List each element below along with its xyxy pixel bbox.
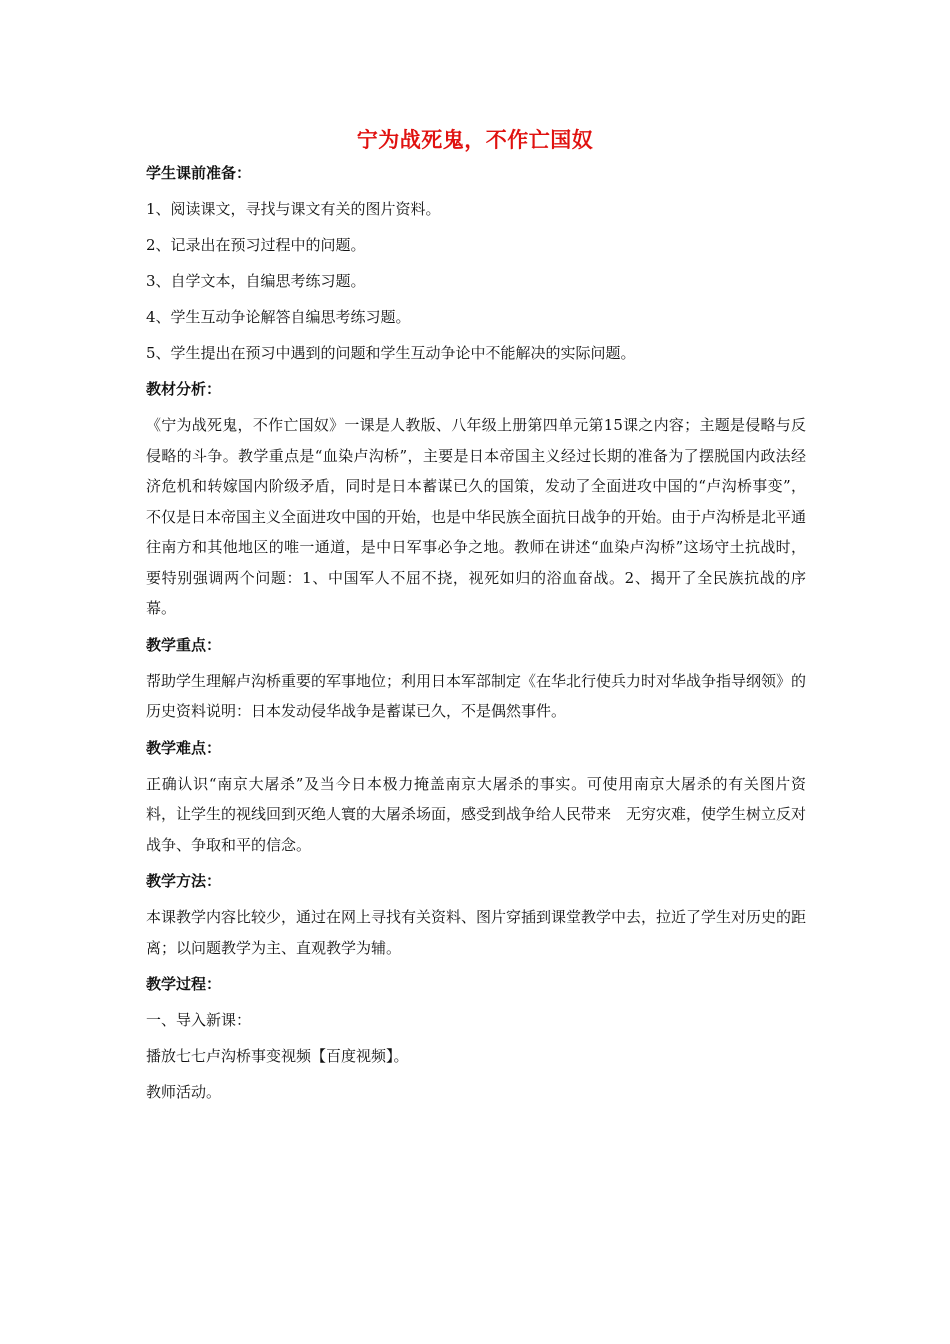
section-heading-process: 教学过程： (146, 975, 222, 993)
prep-item-3: 3、自学文本，自编思考练习题。 (146, 272, 366, 290)
prep-item-2: 2、记录出在预习过程中的问题。 (146, 236, 366, 254)
process-line-2: 播放七七卢沟桥事变视频【百度视频】。 (146, 1047, 409, 1065)
document-body (146, 158, 806, 1107)
section-heading-key-points: 教学重点： (146, 635, 222, 654)
process-line-3: 教师活动。 (146, 1083, 222, 1101)
section-heading-difficulties: 教学难点： (146, 738, 222, 757)
difficulties-paragraph: 正确认识“南京大屠杀”及当今日本极力掩盖南京大屠杀的事实。可使用南京大屠杀的有关图片资料，让学生的视线回到灭绝人寰的大屠杀场面，感受到战争给人民带来 无穷灾难，使学生树立反对战争、争取和平的信念。 (146, 774, 807, 854)
section-heading-prep: 学生课前准备： (146, 164, 252, 182)
prep-item-4: 4、学生互动争论解答自编思考练习题。 (146, 308, 411, 326)
section-heading-methods: 教学方法： (146, 872, 222, 890)
prep-item-1: 1、阅读课文，寻找与课文有关的图片资料。 (146, 200, 441, 218)
analysis-paragraph: 《宁为战死鬼，不作亡国奴》一课是人教版、八年级上册第四单元第15课之内容；主题是侵略与反侵略的斗争。教学重点是“血染卢沟桥”，主要是日本帝国主义经过长期的准备为了摆脱国内政法经济危机和转嫁国内阶级矛盾，同时是日本蓄谋已久的国策，发动了全面进攻中国的“卢沟桥事变”，不仅是日本帝国主义全面进攻中国的开始，也是中华民族全面抗日战争的开始。由于卢沟桥是北平通往南方和其他地区的唯一通道，是中日军事必争之地。教师在讲述“血染卢沟桥”这场守土抗战时，要特别强调两个问题：1、中国军人不屈不挠，视死如归的浴血奋战。2、揭开了全民族抗战的序幕。 (146, 416, 807, 617)
prep-item-5: 5、学生提出在预习中遇到的问题和学生互动争论中不能解决的实际问题。 (146, 344, 636, 362)
process-line-1: 一、导入新课： (146, 1011, 252, 1029)
key-points-paragraph: 帮助学生理解卢沟桥重要的军事地位；利用日本军部制定《在华北行使兵力时对华战争指导纲领》的历史资料说明：日本发动侵华战争是蓄谋已久，不是偶然事件。 (146, 671, 807, 720)
section-heading-analysis: 教材分析： (146, 380, 222, 398)
document-title: 宁为战死鬼，不作亡国奴 (356, 128, 594, 152)
methods-paragraph: 本课教学内容比较少，通过在网上寻找有关资料、图片穿插到课堂教学中去，拉近了学生对历史的距离；以问题教学为主、直观教学为辅。 (146, 908, 807, 957)
